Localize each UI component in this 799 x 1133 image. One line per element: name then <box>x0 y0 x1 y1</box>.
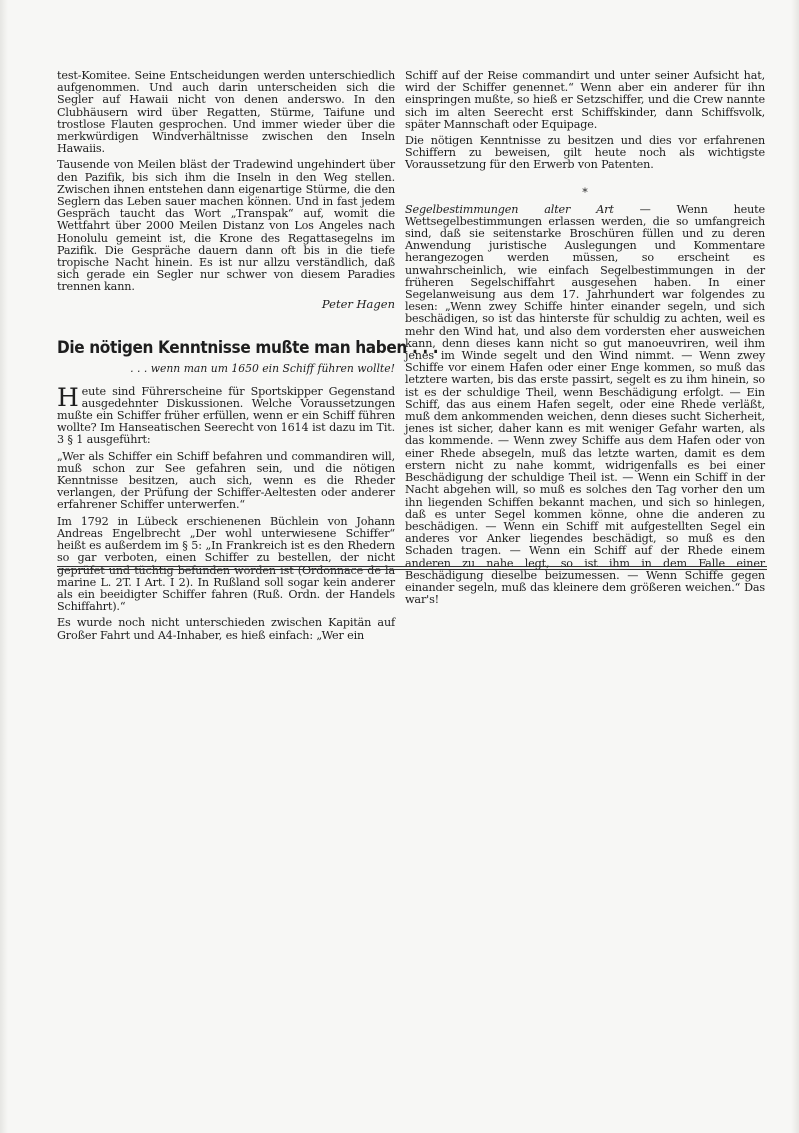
right-paragraph-2: Die nötigen Kenntnisse zu besitzen und dies vor erfahrenen Schiffern zu beweisen, gilt heute noch als wichtigste Voraussetzung für den Erwerb von Patenten. <box>405 134 765 172</box>
left-paragraph-1: test-Komitee. Seine Entscheidungen werden unterschiedlich aufgenommen. Und auch darin unterscheiden sich die Segler auf Hawaii nicht von denen anderswo. In den Clubhäusern wird über Regatten, Stürme, Taifune und trostlose Flauten gesprochen. Und immer wieder über die merkwürdigen Windverhältnisse zwischen den Inseln Hawaiis. <box>57 69 395 156</box>
left-paragraph-2: Tausende von Meilen bläst der Tradewind ungehindert über den Pazifik, bis sich ihm die Inseln in den Weg stellen. Zwischen ihnen entstehen dann eigenartige Stürme, die den Seglern das Leben sauer machen können. Und in fast jedem Gespräch taucht das Wort „Transpak“ auf, womit die Wettfahrt über 2000 Meilen Distanz von Los Angeles nach Honolulu gemeint ist, die Krone des Regattasegelns im Pazifik. Die Gespräche dauern dann oft bis in die tiefe tropische Nacht hinein. Es ist nur allzu verständlich, daß sich gerade ein Segler nur schwer von diesem Paradies trennen kann. <box>57 158 395 294</box>
article-subheadline: . . . wenn man um 1650 ein Schiff führen wollte! <box>130 361 395 375</box>
left-column <box>57 69 439 646</box>
bottom-rule-bottom <box>57 569 767 570</box>
drop-cap: H <box>57 382 79 412</box>
right-paragraph-1: Schiff auf der Reise commandirt und unter seiner Aufsicht hat, wird der Schiffer genennet.“ Wenn aber ein anderer für ihn einspringen mußte, so hieß er Setzschiffer, und die Crew nannte sich im alten Seerecht erst Schiffskinder, dann Schiffsvolk, später Mannschaft oder Equipage. <box>405 69 765 131</box>
left-paragraph-4: „Wer als Schiffer ein Schiff befahren und commandiren will, muß schon zur See gefahren sein, und die nötigen Kenntnisse besitzen, auch sich, wenn es die Rheder verlangen, der Prüfung der Schiffer-Aeltesten oder anderer erfahrener Schiffer unterwerfen.“ <box>57 449 395 512</box>
section-separator: * <box>582 185 588 199</box>
scan-edge-left <box>0 0 8 1133</box>
left-paragraph-6: Es wurde noch nicht unterschieden zwischen Kapitän auf Großer Fahrt und A4-Inhaber, es hieß einfach: „Wer ein <box>57 616 395 642</box>
left-paragraph-3-text: eute sind Führerscheine für Sportskipper Gegenstand ausgedehnter Diskussionen. Welche Voraussetzungen mußte ein Schiffer früher erfüllen, wenn er ein Schiff führen wollte? Im Hanseatischen Seerecht von 1614 ist dazu im Tit. 3 § 1 ausgeführt: <box>57 384 395 447</box>
right-column <box>405 70 765 610</box>
right-paragraph-3-text: — Wenn heute Wettsegelbestimmungen erlassen werden, die so umfangreich sind, daß sie seitenstarke Broschüren füllen und zu deren Anwendung juristische Auslegungen und Kommentare herangezogen werden müssen, so erscheint es unwahrscheinlich, wie einfach Segelbestimmungen in der früheren Segelschiffahrt ausgesehen haben. In einer Segelanweisung aus dem 17. Jahrhundert war folgendes zu lesen: „Wenn zwey Schiffe hinter einander segeln, und sich beschädigen, so ist das hinterste für schuldig zu achten, weil es mehr den Wind hat, und also dem vordersten eher ausweichen kann, denn dieses kann nicht so gut manoeuvriren, weil ihm jenes im Winde segelt und den Wind nimmt. — Wenn zwey Schiffe vor einem Hafen oder einer Enge kommen, so muß das letztere warten, bis das erste passirt, segelt es zu ihm hinein, so ist es der schuldige Theil, wenn Beschädigung erfolgt. — Ein Schiff, das aus einem Hafen segelt, oder eine Rhede verläßt, muß dem ankommenden weichen, denn dieses sucht Sicherheit, jenes ist sicher, daher kann es mit weniger Gefahr warten, als das kommende. — Wenn zwey Schiffe aus dem Hafen oder von einer Rhede absegeln, muß das letzte warten, damit es dem erstern nicht zu nahe kommt, widrigenfalls es bei einer Beschädigung der schuldige Theil ist. — Wenn ein Schiff in der Nacht abgehen will, so muß es solches den Tag vorher den um ihn liegenden Schiffen bekannt machen, und sich so hinlegen, daß es unter Segel kommen könne, ohne die anderen zu beschädigen. — Wenn ein Schiff mit aufgestellten Segel ein anderes vor Anker liegendes beschädigt, so muß es den Schaden tragen. — Wenn ein Schiff auf der Rhede einem anderen zu nahe legt, so ist ihm in dem Falle einer Beschädigung dieselbe beizumessen. — Wenn Schiffe gegen einander segeln, muß das kleinere dem größeren weichen.“ Das war's! <box>405 202 766 607</box>
author-byline: Peter Hagen <box>321 296 395 311</box>
bottom-rule-top <box>57 566 767 567</box>
right-paragraph-3 <box>405 204 765 607</box>
scan-edge-right <box>791 0 799 1133</box>
section-lead-title: Segelbestimmungen alter Art <box>405 202 614 216</box>
left-paragraph-5: Im 1792 in Lübeck erschienenen Büchlein von Johann Andreas Engelbrecht „Der wohl unterwiesene Schiffer“ heißt es außerdem im § 5: „In Frankreich ist es den Rhedern so gar verboten, einen Schiffer zu bestellen, der nicht geprüfet und tüchtig befunden worden ist (Ordonnace de la marine L. 2T. I Art. I 2). In Rußland soll sogar kein anderer als ein beeidigter Schiffer fahren (Ruß. Ordn. der Handels Schiffahrt).“ <box>57 514 395 614</box>
left-paragraph-3 <box>57 382 395 447</box>
article-headline: Die nötigen Kenntnisse mußte man haben . . . <box>57 337 439 357</box>
